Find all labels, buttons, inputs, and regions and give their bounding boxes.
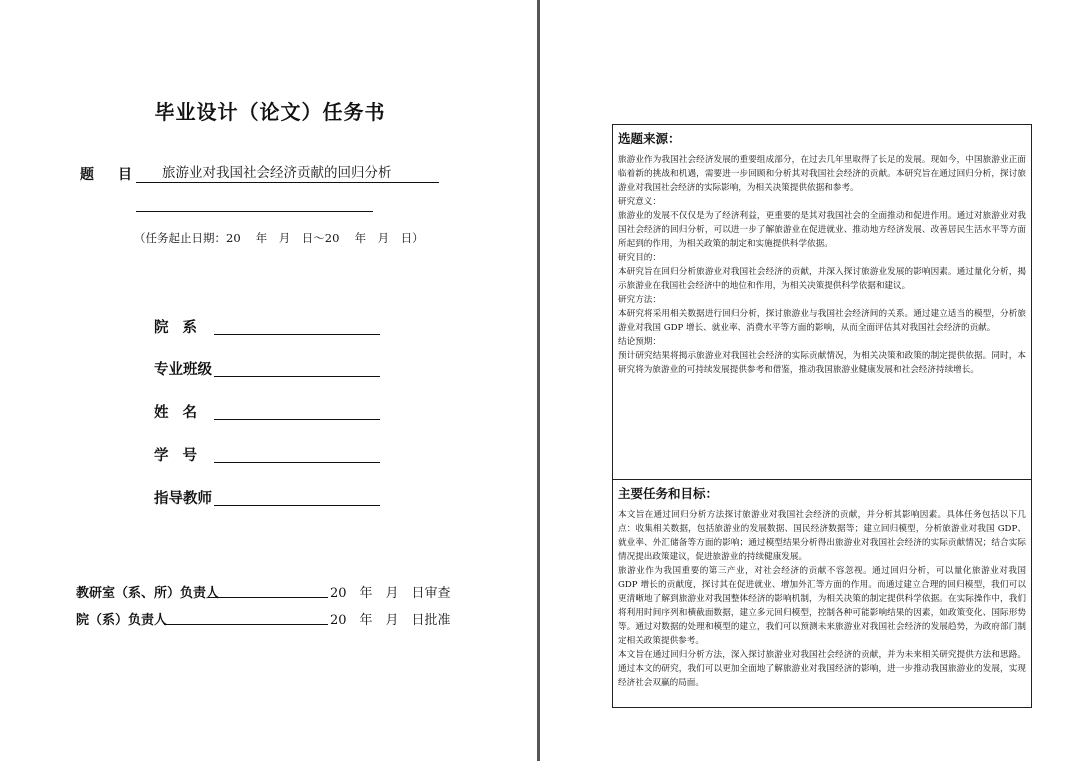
tasks-paragraph: 本文旨在通过回归分析方法探讨旅游业对我国社会经济的贡献，并分析其影响因素。具体任务包括以下几点：收集相关数据，包括旅游业的发展数据、国民经济数据等；建立回归模型，分析旅游业对我国 GDP、就业率、外汇储备等方面的影响；通过模型结果分析得出旅游业对我国社会经济的实际贡献情况；结合实际情况提出政策建议，促进旅游业的持续健康发展。 [618, 510, 1026, 562]
source-paragraph: 本研究旨在回归分析旅游业对我国社会经济的贡献，并深入探讨旅游业发展的影响因素。通过量化分析，揭示旅游业在我国社会经济中的地位和作用，为相关决策提供科学依据和建议。 [618, 267, 1026, 291]
field-name [154, 401, 384, 423]
topic-label: 题目 [80, 167, 156, 183]
source-heading-expected: 结论预期： [618, 337, 661, 347]
topic-row [80, 164, 450, 186]
field-label-class: 专业班级 [154, 361, 212, 378]
page-title: 毕业设计（论文）任务书 [154, 100, 386, 124]
source-paragraph: 旅游业的发展不仅仅是为了经济利益，更重要的是其对我国社会的全面推动和促进作用。通过对旅游业对我国社会经济的回归分析，可以进一步了解旅游业在促进就业、推动地方经济发展、改善居民生活水平等方面所起到的作用，为相关政策的制定和实施提供科学依据。 [618, 211, 1026, 249]
signature-row-review [76, 582, 476, 602]
source-paragraph: 旅游业作为我国社会经济发展的重要组成部分，在过去几年里取得了长足的发展。现如今，中国旅游业正面临着新的挑战和机遇，需要进一步回顾和分析其对我国社会经济的贡献。本研究旨在通过回归分析，探讨旅游业对我国社会经济的实际影响，为相关决策提供依据和参考。 [618, 155, 1026, 193]
field-advisor [154, 487, 384, 509]
field-label-department: 院系 [154, 319, 211, 336]
topic-value[interactable]: 旅游业对我国社会经济贡献的回归分析 [136, 164, 439, 183]
signature-label-approve: 院（系）负责人 [76, 613, 168, 628]
tasks-paragraph: 本文旨在通过回归分析方法，深入探讨旅游业对我国社会经济的贡献，并为未来相关研究提供方法和思路。通过本文的研究，我们可以更加全面地了解旅游业对我国经济的影响，进一步推动我国旅游业的发展，实现经济社会双赢的局面。 [618, 650, 1026, 688]
field-department [154, 316, 384, 338]
topic-second-line[interactable] [136, 211, 373, 212]
field-label-student-id: 学号 [154, 447, 211, 464]
signature-date-approve: 20 年 月 日批准 [330, 613, 451, 628]
tasks-goals-title: 主要任务和目标： [618, 486, 719, 501]
field-line-advisor[interactable] [214, 505, 380, 506]
field-label-advisor: 指导教师 [154, 490, 212, 507]
field-line-department[interactable] [214, 334, 380, 335]
field-line-student-id[interactable] [214, 462, 380, 463]
source-paragraph: 预计研究结果将揭示旅游业对我国社会经济的实际贡献情况，为相关决策和政策的制定提供依据。同时，本研究将为旅游业的可持续发展提供参考和借鉴，推动我国旅游业健康发展和社会经济持续增长。 [618, 351, 1026, 375]
signature-line-review[interactable] [208, 597, 328, 598]
signature-row-approve [76, 609, 476, 629]
tasks-goals-panel [612, 479, 1032, 708]
field-class [154, 358, 384, 380]
page-divider [537, 0, 540, 761]
tasks-paragraph: 旅游业作为我国重要的第三产业，对社会经济的贡献不容忽视。通过回归分析，可以量化旅游业对我国 GDP 增长的贡献度，探讨其在促进就业、增加外汇等方面的作用。而通过建立合理的回归模型，我们可以更清晰地了解到旅游业对我国整体经济的影响机制，为相关决策的制定提供科学依据。在实际操作中，我们将利用时间序列和横截面数据，建立多元回归模型，控制各种可能影响结果的因素，如政策变化、国际形势等。通过对数据的处理和模型的建立，我们可以预测未来旅游业对我国社会经济的发展趋势，为政府部门制定相关政策提供参考。 [618, 566, 1026, 646]
field-line-class[interactable] [214, 376, 380, 377]
source-heading-significance: 研究意义： [618, 197, 661, 207]
source-paragraph: 本研究将采用相关数据进行回归分析，探讨旅游业与我国社会经济间的关系。通过建立适当的模型，分析旅游业对我国 GDP 增长、就业率、消费水平等方面的影响，从而全面评估其对我国社会经济的贡献。 [618, 309, 1026, 333]
field-label-name: 姓名 [154, 404, 211, 421]
field-line-name[interactable] [214, 419, 380, 420]
signature-date-review: 20 年 月 日审查 [330, 586, 451, 601]
signature-line-approve[interactable] [164, 624, 328, 625]
field-student-id [154, 444, 384, 466]
topic-source-panel [612, 124, 1032, 480]
topic-source-title: 选题来源： [618, 131, 681, 146]
task-period: （任务起止日期：20 年 月 日～20 年 月 日） [134, 231, 424, 245]
source-heading-method: 研究方法： [618, 295, 661, 305]
signature-label-review: 教研室（系、所）负责人 [76, 586, 220, 601]
source-heading-purpose: 研究目的： [618, 253, 661, 263]
